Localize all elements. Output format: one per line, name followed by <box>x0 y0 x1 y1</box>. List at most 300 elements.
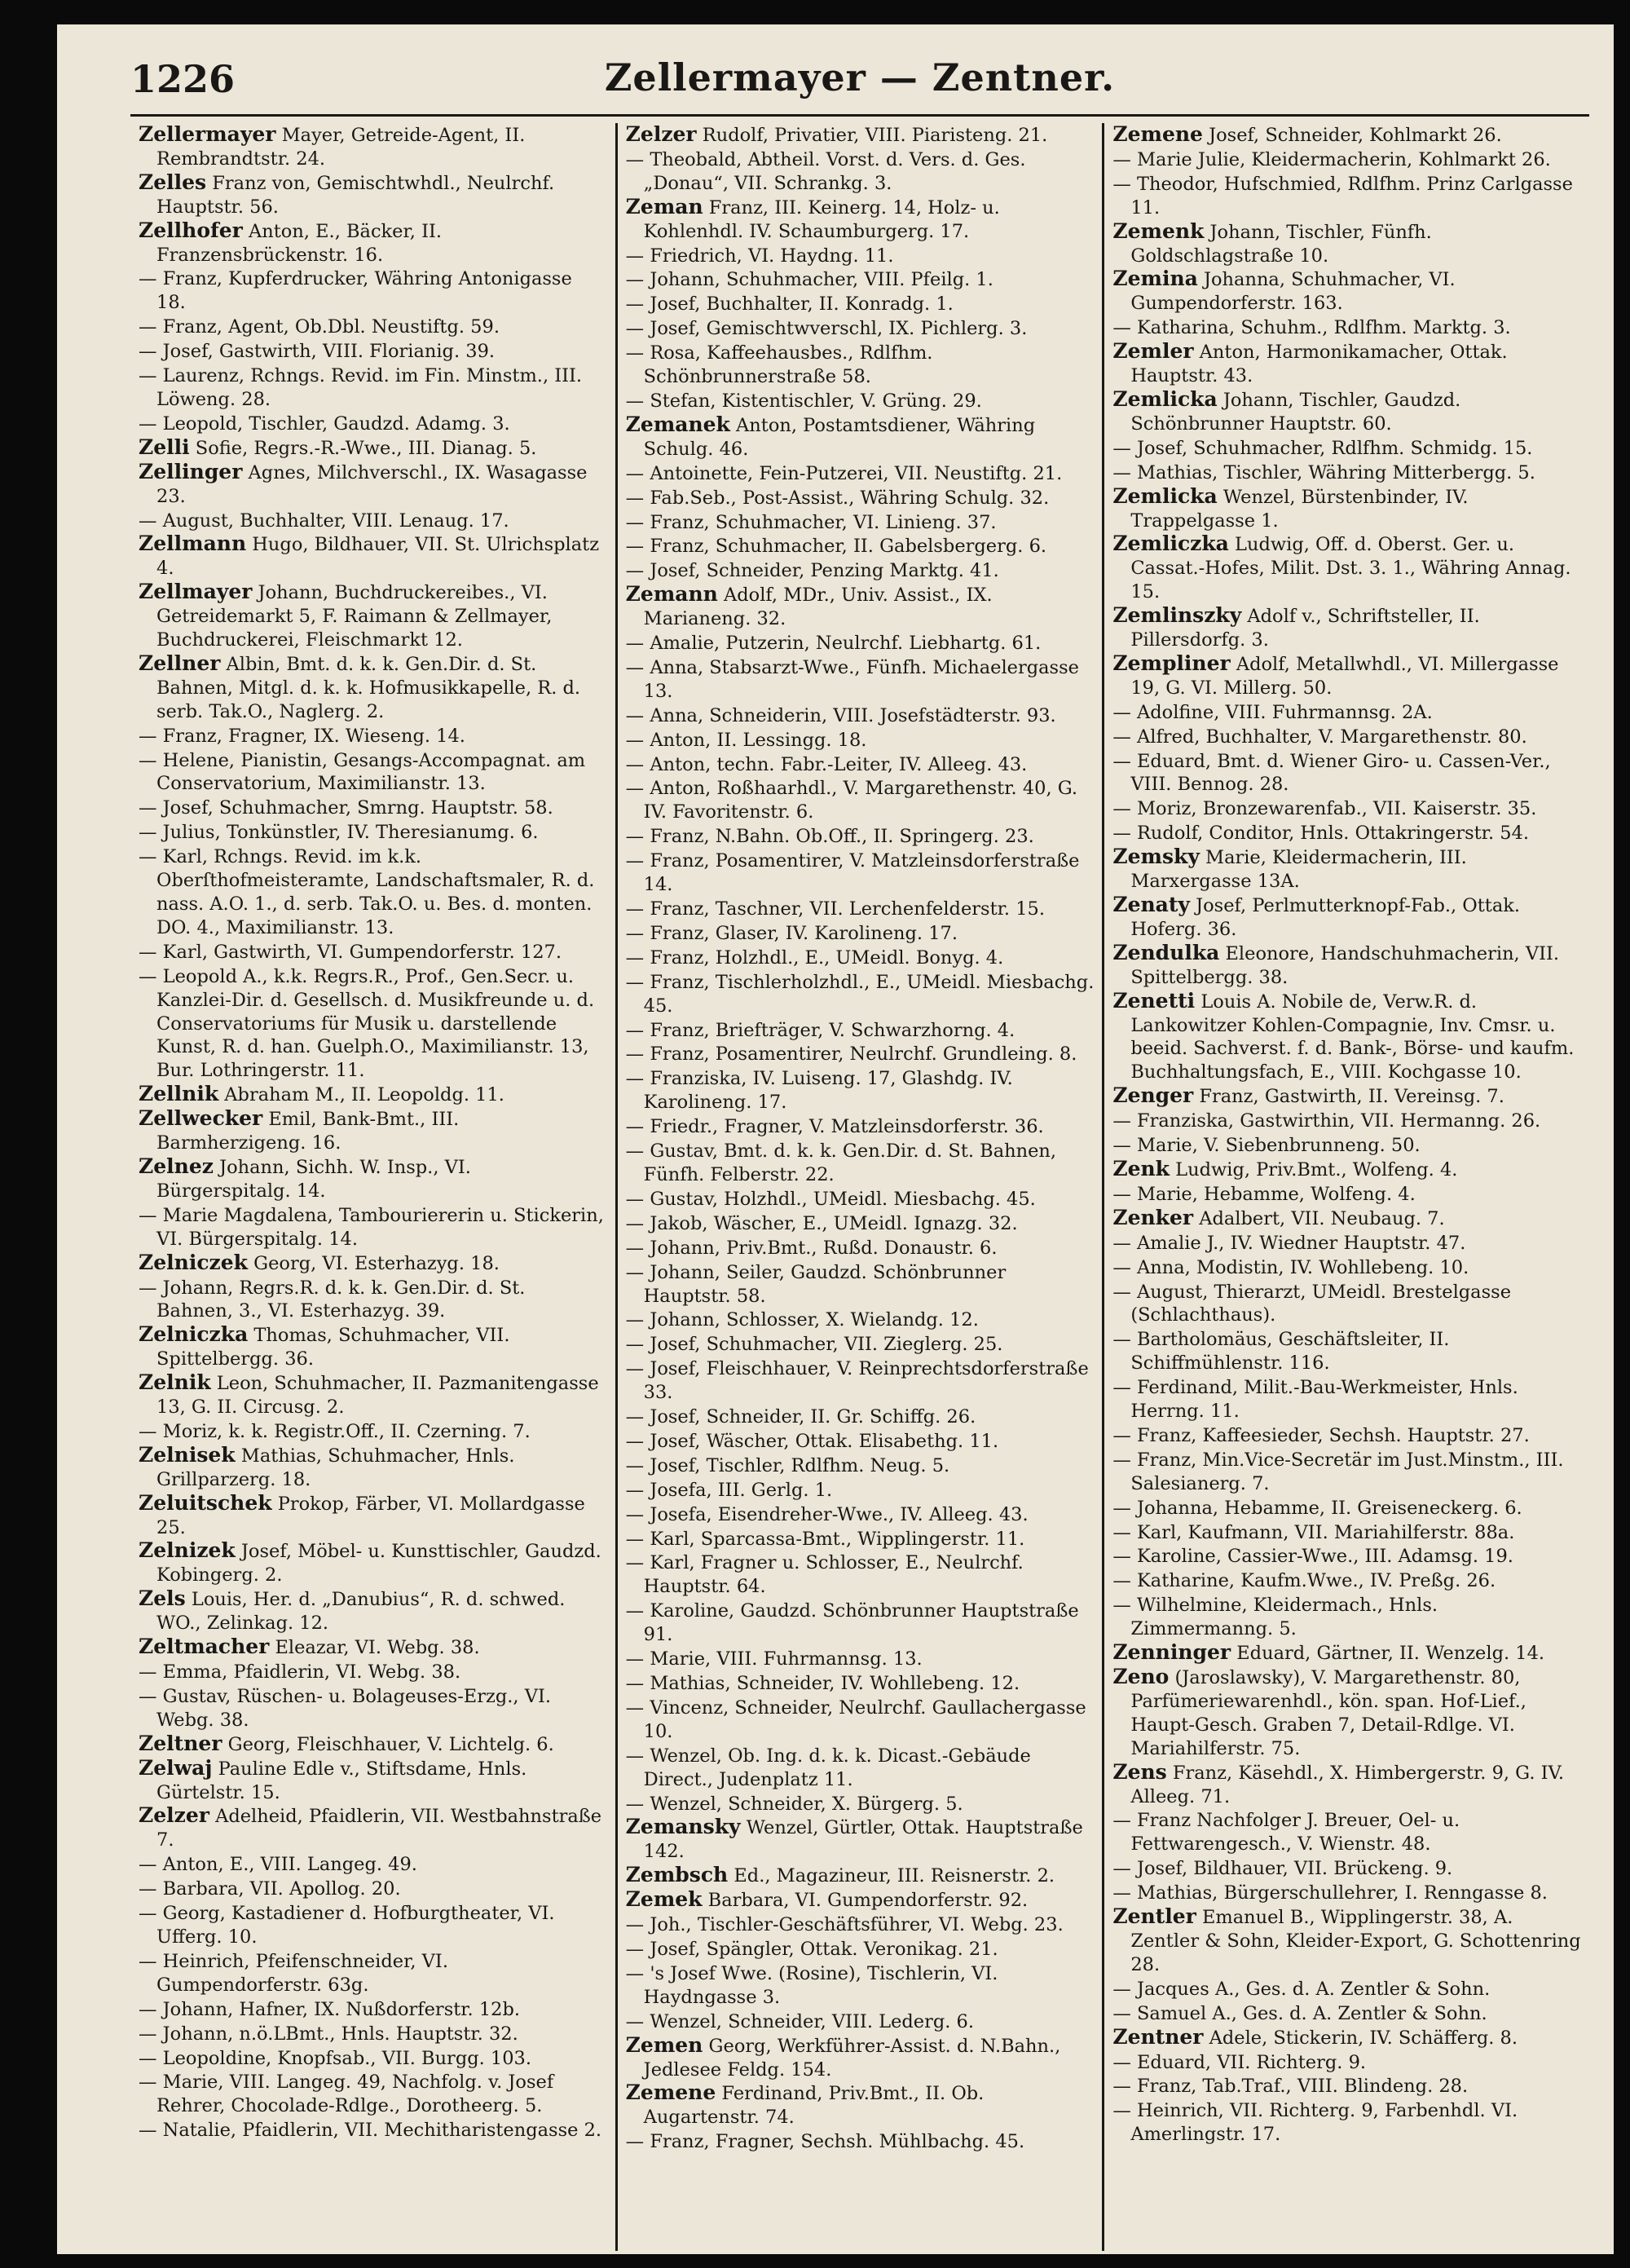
directory-entry <box>626 2034 1095 2082</box>
entry-text: — Fab.Seb., Post-Assist., Währing Schulg. 32. <box>625 487 1050 509</box>
directory-entry <box>139 2070 607 2118</box>
entry-text: — Franz, Kaffeesieder, Sechsh. Hauptstr. 27. <box>1112 1424 1530 1446</box>
entry-text: — Josef, Gastwirth, VIII. Florianig. 39. <box>139 341 496 363</box>
directory-entry <box>139 1635 607 1660</box>
entry-text: Josef, Möbel- u. Kunsttischler, Gaudzd. Kobingerg. 2. <box>156 1541 601 1586</box>
entry-text: — Adolfine, VIII. Fuhrmannsg. 2A. <box>1112 701 1433 723</box>
entry-surname: Zelli <box>139 435 190 459</box>
directory-entry <box>626 316 1095 341</box>
directory-entry <box>139 2022 607 2046</box>
entry-surname: Zenetti <box>1112 988 1196 1013</box>
directory-entry <box>139 219 607 267</box>
entry-text: — Franz, Taschner, VII. Lerchenfelderstr. 15. <box>625 898 1045 920</box>
entry-text: — Eduard, Bmt. d. Wiener Giro- u. Cassen-Ver., VIII. Bennog. 28. <box>1112 750 1551 796</box>
directory-entry <box>626 267 1095 292</box>
directory-entry <box>626 2010 1095 2034</box>
entry-surname: Zens <box>1112 1759 1167 1784</box>
entry-text: — Franz, Posamentirer, Neulrchf. Grundleing. 8. <box>625 1044 1077 1066</box>
directory-entry <box>139 964 607 1083</box>
directory-entry <box>626 1308 1095 1332</box>
directory-entry <box>1112 942 1581 990</box>
entry-text: — Wilhelmine, Kleidermach., Hnls. Zimmermanng. 5. <box>1112 1595 1438 1640</box>
directory-entry <box>1112 148 1581 172</box>
entry-surname: Zeltner <box>139 1731 222 1755</box>
directory-entry <box>139 1371 607 1419</box>
entry-text: — Rudolf, Conditor, Hnls. Ottakringerstr. 54. <box>1112 823 1530 845</box>
directory-entry <box>139 652 607 724</box>
directory-entry <box>1112 700 1581 725</box>
entry-surname: Zemenk <box>1112 218 1205 243</box>
entry-text: — Josef, Schuhmacher, VII. Zieglerg. 25. <box>625 1334 1003 1356</box>
directory-entry <box>139 1539 607 1587</box>
entry-text: — Anton, Roßhaarhdl., V. Margarethenstr. 40, G. IV. Favoritenstr. 6. <box>625 778 1078 823</box>
directory-entry <box>139 315 607 339</box>
entry-surname: Zellnik <box>139 1082 219 1106</box>
entry-text: — Katharine, Kaufm.Wwe., IV. Preßg. 26. <box>1112 1570 1496 1592</box>
entry-text: Albin, Bmt. d. k. k. Gen.Dir. d. St. Bahnen, Mitgl. d. k. k. Hofmusikkapelle, R. d. serb. Tak.O., Naglerg. 2. <box>156 653 581 722</box>
entry-surname: Zemina <box>1112 267 1198 291</box>
directory-entry <box>1112 749 1581 797</box>
entry-text: — Wenzel, Schneider, X. Bürgerg. 5. <box>625 1793 963 1815</box>
directory-entry <box>139 1587 607 1635</box>
entry-text: — Franz Nachfolger J. Breuer, Oel- u. Fettwarengesch., V. Wienstr. 48. <box>1112 1810 1460 1855</box>
entry-text: — Leopold, Tischler, Gaudzd. Adamg. 3. <box>139 413 510 435</box>
entry-text: — Karl, Fragner u. Schlosser, E., Neulrchf. Hauptstr. 64. <box>625 1552 1024 1598</box>
entry-surname: Zemann <box>625 582 718 607</box>
entry-text: — Franz, Posamentirer, V. Matzleinsdorferstraße 14. <box>625 850 1080 896</box>
entry-surname: Zeman <box>625 194 703 218</box>
directory-entry <box>1112 845 1581 894</box>
directory-entry <box>139 580 607 652</box>
page-header <box>130 41 1589 117</box>
entry-text: — August, Buchhalter, VIII. Lenaug. 17. <box>139 510 509 532</box>
entry-surname: Zellwecker <box>139 1106 263 1131</box>
directory-entry <box>1112 2026 1581 2050</box>
entry-text: Ferdinand, Priv.Bmt., II. Ob. Augartenstr. 74. <box>643 2083 985 2129</box>
entry-text: Josef, Schneider, Kohlmarkt 26. <box>1202 125 1502 146</box>
entry-surname: Zemene <box>1112 123 1203 146</box>
directory-entry <box>626 631 1095 655</box>
directory-entry <box>1112 796 1581 821</box>
entry-text: — Josef, Bildhauer, VII. Brückeng. 9. <box>1112 1858 1453 1880</box>
entry-text: — Franz, Glaser, IV. Karolineng. 17. <box>625 922 958 944</box>
directory-entry <box>139 123 607 171</box>
entry-text: — Franz, Holzhdl., E., UMeidl. Bonyg. 4. <box>625 946 1004 969</box>
entry-text: Franz, Käsehdl., X. Himbergerstr. 9, G. IV. Alleeg. 71. <box>1130 1762 1565 1807</box>
directory-entry <box>626 1913 1095 1937</box>
directory-entry <box>1112 990 1581 1085</box>
entry-text: — Marie, VIII. Langeg. 49, Nachfolg. v. Josef Rehrer, Chocolade-Rdlge., Dorotheerg. 5. <box>139 2072 554 2117</box>
entry-text: Mathias, Schuhmacher, Hnls. Grillparzerg. 18. <box>156 1445 515 1490</box>
entry-surname: Zeltmacher <box>139 1635 270 1659</box>
directory-entry <box>626 123 1095 148</box>
directory-entry <box>626 510 1095 535</box>
directory-entry <box>1112 1423 1581 1448</box>
directory-entry <box>626 704 1095 728</box>
entry-text: Georg, VI. Esterhazyg. 18. <box>247 1252 500 1274</box>
entry-text: — Bartholomäus, Geschäftsleiter, II. Schiffmühlenstr. 116. <box>1112 1329 1450 1374</box>
directory-entry <box>626 1454 1095 1478</box>
directory-entry <box>626 1599 1095 1647</box>
entry-text: — Franz, Briefträger, V. Schwarzhorng. 4. <box>625 1019 1015 1041</box>
directory-entry <box>626 1066 1095 1114</box>
entry-text: — Johanna, Hebamme, II. Greiseneckerg. 6. <box>1112 1497 1522 1519</box>
directory-entry <box>626 849 1095 897</box>
entry-text: Adalbert, VII. Neubaug. 7. <box>1193 1207 1445 1229</box>
entry-surname: Zellhofer <box>139 218 243 242</box>
entry-text: Emanuel B., Wipplingerstr. 38, A. Zentler & Sohn, Kleider-Export, G. Schottenring 28. <box>1130 1907 1581 1975</box>
entry-text: — Josef, Gemischtwverschl, IX. Pichlerg. 3. <box>625 318 1028 340</box>
entry-text: Ed., Magazineur, III. Reisnerstr. 2. <box>728 1865 1055 1887</box>
entry-surname: Zelniczka <box>139 1322 249 1347</box>
entry-text: — Katharina, Schuhm., Rdlfhm. Marktg. 3. <box>1112 317 1511 339</box>
entry-surname: Zeluitschek <box>139 1490 272 1515</box>
entry-text: Ludwig, Off. d. Oberst. Ger. u. Cassat.-Hofes, Milit. Dst. 3. 1., Währing Annag. 15. <box>1130 534 1571 603</box>
entry-text: Franz von, Gemischtwhdl., Neulrchf. Hauptstr. 56. <box>156 172 555 218</box>
entry-text: — Karoline, Gaudzd. Schönbrunner Hauptstraße 91. <box>625 1600 1079 1646</box>
entry-text: — Josef, Buchhalter, II. Konradg. 1. <box>625 293 954 315</box>
entry-surname: Zeno <box>1112 1665 1170 1688</box>
directory-entry <box>1112 1207 1581 1231</box>
entry-surname: Zels <box>139 1586 186 1611</box>
entry-surname: Zemen <box>625 2032 703 2057</box>
directory-entry <box>139 1276 607 1324</box>
entry-text: — Friedrich, VI. Haydng. 11. <box>625 245 894 267</box>
entry-text: — Anton, E., VIII. Langeg. 49. <box>139 1854 417 1876</box>
directory-entry <box>139 1949 607 1997</box>
directory-entry <box>626 1429 1095 1454</box>
entry-text: Adolf v., Schriftsteller, II. Pillersdorfg. 3. <box>1130 606 1480 651</box>
directory-entry <box>626 196 1095 244</box>
directory-entry <box>626 389 1095 413</box>
entry-text: — Anna, Modistin, IV. Wohllebeng. 10. <box>1112 1256 1469 1278</box>
entry-surname: Zemliczka <box>1112 532 1229 556</box>
entry-surname: Zempliner <box>1112 651 1231 675</box>
directory-entry <box>626 583 1095 631</box>
entry-surname: Zelnez <box>139 1154 214 1178</box>
entry-text: Leon, Schuhmacher, II. Pazmanitengasse 13, G. II. Circusg. 2. <box>156 1373 599 1419</box>
directory-entry <box>1112 1109 1581 1133</box>
entry-surname: Zelnisek <box>139 1442 236 1467</box>
entry-text: — Laurenz, Rchngs. Revid. im Fin. Minstm., III. Löweng. 28. <box>139 365 583 410</box>
directory-entry <box>1112 1569 1581 1593</box>
directory-entry <box>139 436 607 461</box>
entry-text: — Franz, N.Bahn. Ob.Off., II. Springerg. 23. <box>625 826 1034 848</box>
directory-entry <box>139 509 607 533</box>
entry-surname: Zelniczek <box>139 1250 248 1274</box>
directory-entry <box>1112 1666 1581 1761</box>
entry-text: — Anna, Schneiderin, VIII. Josefstädterstr. 93. <box>625 704 1056 726</box>
entry-text: — Jacques A., Ges. d. A. Zentler & Sohn. <box>1112 1978 1491 2000</box>
directory-entry <box>626 1647 1095 1671</box>
entry-text: — Marie, Hebamme, Wolfeng. 4. <box>1112 1183 1416 1205</box>
entry-text: — Stefan, Kistentischler, V. Grüng. 29. <box>625 390 982 412</box>
directory-entry <box>1112 1856 1581 1881</box>
entry-text: Eleazar, VI. Webg. 38. <box>269 1637 480 1659</box>
entry-surname: Zemlinszky <box>1112 603 1242 628</box>
directory-entry <box>1112 725 1581 749</box>
entry-surname: Zemler <box>1112 339 1194 364</box>
column-2 <box>615 123 1103 2251</box>
directory-entry <box>626 1187 1095 1211</box>
entry-surname: Zentner <box>1112 2024 1204 2049</box>
entry-text: Eduard, Gärtner, II. Wenzelg. 14. <box>1231 1643 1545 1665</box>
entry-text: Adolf, MDr., Univ. Assist., IX. Marianeng. 32. <box>643 585 993 630</box>
entry-surname: Zemlicka <box>1112 483 1218 508</box>
entry-text: — Johann, Hafner, IX. Nußdorferstr. 12b. <box>139 1998 521 2020</box>
directory-entry <box>139 724 607 748</box>
directory-entry <box>626 1816 1095 1864</box>
directory-entry <box>1112 821 1581 845</box>
entry-text: Abraham M., II. Leopoldg. 11. <box>218 1084 504 1106</box>
entry-text: — Gustav, Holzhdl., UMeidl. Miesbachg. 45. <box>625 1188 1036 1210</box>
directory-entry <box>626 341 1095 389</box>
directory-entry <box>626 728 1095 752</box>
directory-entry <box>1112 1808 1581 1856</box>
entry-surname: Zemlicka <box>1112 386 1218 411</box>
directory-entry <box>139 1804 607 1852</box>
directory-entry <box>1112 172 1581 220</box>
entry-text: — Karl, Rchngs. Revid. im k.k. Oberſthofmeisteramte, Landschaftsmaler, R. d. nass. A.O. 1., d. serb. Tak.O. u. Bes. d. monten. DO. 4., Maximilianstr. 13. <box>139 846 595 938</box>
entry-text: — Julius, Tonkünstler, IV. Theresianumg. 6. <box>139 822 539 844</box>
directory-entry <box>139 364 607 412</box>
entry-text: Eleonore, Handschuhmacherin, VII. Spittelbergg. 38. <box>1130 942 1560 988</box>
entry-text: Johann, Buchdruckereibes., VI. Getreidemarkt 5, F. Raimann & Zellmayer, Buchdruckerei, Fleischmarkt 12. <box>156 582 553 651</box>
entry-surname: Zelnik <box>139 1370 211 1395</box>
directory-page <box>57 24 1614 2254</box>
entry-text: — Franz, Kupferdrucker, Währing Antonigasse 18. <box>139 268 572 314</box>
entry-text: Anton, Harmonikamacher, Ottak. Hauptstr. 43. <box>1130 342 1508 387</box>
running-head: Zellermayer — Zentner. <box>604 55 1116 99</box>
entry-text: Hugo, Bildhauer, VII. St. Ulrichsplatz 4. <box>156 534 600 580</box>
directory-entry <box>626 1671 1095 1696</box>
entry-surname: Zelzer <box>625 123 697 146</box>
entry-text: Johann, Tischler, Fünfh. Goldschlagstraße 10. <box>1130 221 1432 267</box>
entry-text: — Jakob, Wäscher, E., UMeidl. Ignazg. 32. <box>625 1212 1018 1234</box>
entry-text: — Josef, Fleischhauer, V. Reinprechtsdorferstraße 33. <box>625 1358 1089 1404</box>
entry-text: — Johann, n.ö.LBmt., Hnls. Hauptstr. 32. <box>139 2023 518 2045</box>
entry-text: — Franziska, Gastwirthin, VII. Hermanng. 26. <box>1112 1110 1541 1132</box>
directory-entry <box>139 845 607 940</box>
directory-entry <box>626 897 1095 921</box>
directory-entry <box>139 461 607 509</box>
entry-text: — 's Josef Wwe. (Rosine), Tischlerin, VI. Haydngasse 3. <box>625 1962 998 2008</box>
directory-entry <box>139 412 607 436</box>
entry-text: — Franz, Schuhmacher, II. Gabelsbergerg. 6. <box>625 536 1047 558</box>
directory-entry <box>1112 1520 1581 1545</box>
entry-text: — Franz, Tischlerholzhdl., E., UMeidl. Miesbachg. 45. <box>625 971 1095 1017</box>
directory-entry <box>139 940 607 964</box>
directory-entry <box>626 1937 1095 1961</box>
directory-entry <box>139 796 607 820</box>
entry-text: — Karl, Sparcassa-Bmt., Wipplingerstr. 11. <box>625 1528 1025 1550</box>
entry-text: — Ferdinand, Milit.-Bau-Werkmeister, Hnls. Herrng. 11. <box>1112 1377 1518 1423</box>
entry-text: — Marie Julie, Kleidermacherin, Kohlmarkt 26. <box>1112 148 1551 170</box>
entry-text: — Leopoldine, Knopfsab., VII. Burgg. 103. <box>139 2047 532 2069</box>
directory-entry <box>1112 220 1581 268</box>
entry-text: Louis A. Nobile de, Verw.R. d. Lankowitzer Kohlen-Compagnie, Inv. Cmsr. u. beeid. Sachverst. f. d. Bank-, Börse- und kaufm. Buchhaltungsfach, E., VIII. Kochgasse 10. <box>1130 991 1575 1083</box>
directory-entry <box>139 1757 607 1805</box>
entry-text: — Karoline, Cassier-Wwe., III. Adamsg. 19. <box>1112 1546 1513 1568</box>
entry-text: — Rosa, Kaffeehausbes., Rdlfhm. Schönbrunnerstraße 58. <box>625 342 933 388</box>
entry-surname: Zellner <box>139 651 221 675</box>
entry-text: Wenzel, Gürtler, Ottak. Hauptstraße 142. <box>643 1817 1083 1863</box>
entry-text: — Johann, Regrs.R. d. k. k. Gen.Dir. d. St. Bahnen, 3., VI. Esterhazyg. 39. <box>139 1277 526 1322</box>
directory-entry <box>1112 123 1581 148</box>
directory-entry <box>139 748 607 796</box>
directory-entry <box>1112 652 1581 700</box>
column-1 <box>130 123 615 2251</box>
directory-entry <box>139 171 607 219</box>
entry-text: — Anton, II. Lessingg. 18. <box>625 729 867 751</box>
entry-text: — Natalie, Pfaidlerin, VII. Mechitharistengasse 2. <box>139 2120 602 2142</box>
directory-entry <box>139 1660 607 1684</box>
entry-text: — Johann, Seiler, Gaudzd. Schönbrunner Hauptstr. 58. <box>625 1261 1007 1307</box>
entry-surname: Zemanek <box>625 412 730 436</box>
entry-text: Georg, Werkführer-Assist. d. N.Bahn., Jedlesee Feldg. 154. <box>643 2035 1061 2080</box>
directory-entry <box>626 1696 1095 1744</box>
directory-entry <box>626 1744 1095 1792</box>
directory-entry <box>139 1251 607 1276</box>
entry-text: — Anna, Stabsarzt-Wwe., Fünfh. Michaelergasse 13. <box>625 656 1079 702</box>
directory-entry <box>139 1203 607 1251</box>
entry-text: — Josefa, Eisendreher-Wwe., IV. Alleeg. 43. <box>625 1503 1029 1525</box>
entry-text: — Anton, techn. Fabr.-Leiter, IV. Alleeg. 43. <box>625 753 1028 775</box>
directory-entry <box>1112 1231 1581 1255</box>
directory-entry <box>1112 1280 1581 1328</box>
entry-surname: Zemene <box>625 2080 716 2105</box>
entry-text: — Josef, Tischler, Rdlfhm. Neug. 5. <box>625 1454 950 1476</box>
entry-text: Adele, Stickerin, IV. Schäfferg. 8. <box>1203 2027 1518 2049</box>
directory-entry <box>626 970 1095 1018</box>
entry-text: — Alfred, Buchhalter, V. Margarethenstr. 80. <box>1112 726 1527 748</box>
directory-entry <box>626 655 1095 704</box>
entry-text: — Marie, VIII. Fuhrmannsg. 13. <box>625 1648 923 1670</box>
entry-text: Anton, E., Bäcker, II. Franzensbrückenstr. 16. <box>156 220 443 266</box>
directory-entry <box>139 1155 607 1203</box>
entry-text: — Heinrich, VII. Richterg. 9, Farbenhdl. VI. Amerlingstr. 17. <box>1112 2100 1518 2146</box>
entry-text: — Marie, V. Siebenbrunneng. 50. <box>1112 1135 1421 1157</box>
entry-text: — Josefa, III. Gerlg. 1. <box>625 1479 833 1501</box>
directory-entry <box>139 1083 607 1107</box>
entry-text: — Amalie, Putzerin, Neulrchf. Liebhartg. 61. <box>625 633 1042 655</box>
entry-text: Georg, Fleischhauer, V. Lichtelg. 6. <box>222 1733 554 1755</box>
entry-text: — Gustav, Bmt. d. k. k. Gen.Dir. d. St. Bahnen, Fünfh. Felberstr. 22. <box>625 1141 1057 1185</box>
directory-entry <box>626 148 1095 196</box>
entry-text: — Friedr., Fragner, V. Matzleinsdorferstr. 36. <box>625 1116 1044 1138</box>
entry-text: — Wenzel, Ob. Ing. d. k. k. Dicast.-Gebäude Direct., Judenplatz 11. <box>625 1745 1031 1790</box>
directory-entry <box>139 1877 607 1901</box>
entry-surname: Zemek <box>625 1887 703 1912</box>
directory-entry <box>1112 1448 1581 1496</box>
entry-text: — Emma, Pfaidlerin, VI. Webg. 38. <box>139 1661 461 1683</box>
entry-text: (Jaroslawsky), V. Margarethenstr. 80, Parfümeriewarenhdl., kön. span. Hof-Lief., Haupt-Gesch. Graben 7, Detail-Rdlge. VI. Mariahilferstr. 75. <box>1130 1667 1526 1759</box>
entry-surname: Zenninger <box>1112 1640 1231 1665</box>
directory-entry <box>139 1419 607 1444</box>
directory-entry <box>139 820 607 845</box>
entry-surname: Zellinger <box>139 459 243 483</box>
entry-text: — Joh., Tischler-Geschäftsführer, VI. Webg. 23. <box>625 1914 1064 1936</box>
directory-entry <box>626 558 1095 583</box>
directory-entry <box>626 1478 1095 1502</box>
entry-text: — Vincenz, Schneider, Neulrchf. Gaullachergasse 10. <box>625 1697 1086 1742</box>
entry-text: — Theobald, Abtheil. Vorst. d. Vers. d. Ges. „Donau“, VII. Schrankg. 3. <box>625 148 1026 194</box>
directory-entry <box>626 1114 1095 1139</box>
entry-text: — Franz, Fragner, IX. Wieseng. 14. <box>139 725 465 747</box>
entry-text: — Eduard, VII. Richterg. 9. <box>1112 2051 1367 2073</box>
entry-text: Prokop, Färber, VI. Mollardgasse 25. <box>156 1493 585 1538</box>
entry-text: — Gustav, Rüschen- u. Bolageuses-Erzg., VI. Webg. 38. <box>139 1685 551 1731</box>
entry-text: — Johann, Schlosser, X. Wielandg. 12. <box>625 1309 979 1331</box>
directory-entry <box>1112 1881 1581 1905</box>
directory-entry <box>1112 2074 1581 2098</box>
directory-entry <box>1112 1641 1581 1666</box>
directory-entry <box>139 267 607 315</box>
entry-text: Anton, Postamtsdiener, Währing Schulg. 46. <box>643 414 1036 460</box>
entry-surname: Zenk <box>1112 1156 1170 1180</box>
directory-entry <box>626 1864 1095 1888</box>
entry-surname: Zellmann <box>139 532 247 556</box>
entry-text: — Samuel A., Ges. d. A. Zentler & Sohn. <box>1112 2002 1487 2024</box>
directory-entry <box>1112 894 1581 942</box>
entry-text: — Karl, Gastwirth, VI. Gumpendorferstr. 127. <box>139 941 562 963</box>
directory-entry <box>626 921 1095 946</box>
directory-entry <box>1112 532 1581 604</box>
entry-text: — Franziska, IV. Luiseng. 17, Glashdg. IV. Karolineng. 17. <box>625 1068 1013 1114</box>
entry-text: Rudolf, Privatier, VIII. Piaristeng. 21. <box>696 125 1048 146</box>
directory-entry <box>626 244 1095 268</box>
entry-text: Johanna, Schuhmacher, VI. Gumpendorferstr. 163. <box>1130 269 1456 315</box>
entry-text: — Theodor, Hufschmied, Rdlfhm. Prinz Carlgasse 11. <box>1112 173 1573 218</box>
entry-surname: Zelwaj <box>139 1755 213 1780</box>
entry-text: — Moriz, k. k. Registr.Off., II. Czerning. 7. <box>139 1420 531 1442</box>
entry-text: Franz, III. Keinerg. 14, Holz- u. Kohlenhdl. IV. Schaumburgerg. 17. <box>643 196 1000 242</box>
directory-entry <box>1112 267 1581 315</box>
entry-surname: Zellermayer <box>139 123 276 146</box>
directory-entry <box>1112 436 1581 461</box>
directory-entry <box>1112 1375 1581 1423</box>
entry-surname: Zendulka <box>1112 940 1220 964</box>
entry-text: — Mathias, Tischler, Währing Mitterbergg. 5. <box>1112 461 1535 483</box>
entry-text: Sofie, Regrs.-R.-Wwe., III. Dianag. 5. <box>189 437 537 459</box>
directory-entry <box>626 776 1095 824</box>
directory-entry <box>1112 1761 1581 1809</box>
columns <box>130 123 1589 2251</box>
directory-entry <box>1112 1977 1581 2001</box>
page-number: 1226 <box>130 57 236 101</box>
directory-entry <box>139 2118 607 2142</box>
directory-entry <box>139 1852 607 1877</box>
entry-text: — Franz, Tab.Traf., VIII. Blindeng. 28. <box>1112 2076 1469 2098</box>
directory-entry <box>626 1236 1095 1260</box>
directory-entry <box>626 534 1095 558</box>
directory-entry <box>626 2081 1095 2129</box>
entry-text: Josef, Perlmutterknopf-Fab., Ottak. Hoferg. 36. <box>1130 895 1521 940</box>
directory-entry <box>626 1792 1095 1816</box>
entry-surname: Zemsky <box>1112 845 1200 869</box>
entry-text: Mayer, Getreide-Agent, II. Rembrandtstr. 24. <box>156 125 526 170</box>
directory-entry <box>1112 604 1581 652</box>
directory-entry <box>626 1332 1095 1357</box>
entry-text: — Antoinette, Fein-Putzerei, VII. Neustiftg. 21. <box>625 462 1063 484</box>
directory-entry <box>1112 388 1581 436</box>
entry-surname: Zembsch <box>625 1863 729 1887</box>
entry-text: — Franz, Min.Vice-Secretär im Just.Minstm., III. Salesianerg. 7. <box>1112 1449 1564 1494</box>
directory-entry <box>1112 1084 1581 1109</box>
directory-entry <box>1112 1544 1581 1569</box>
directory-entry <box>139 1492 607 1540</box>
directory-entry <box>626 1211 1095 1236</box>
